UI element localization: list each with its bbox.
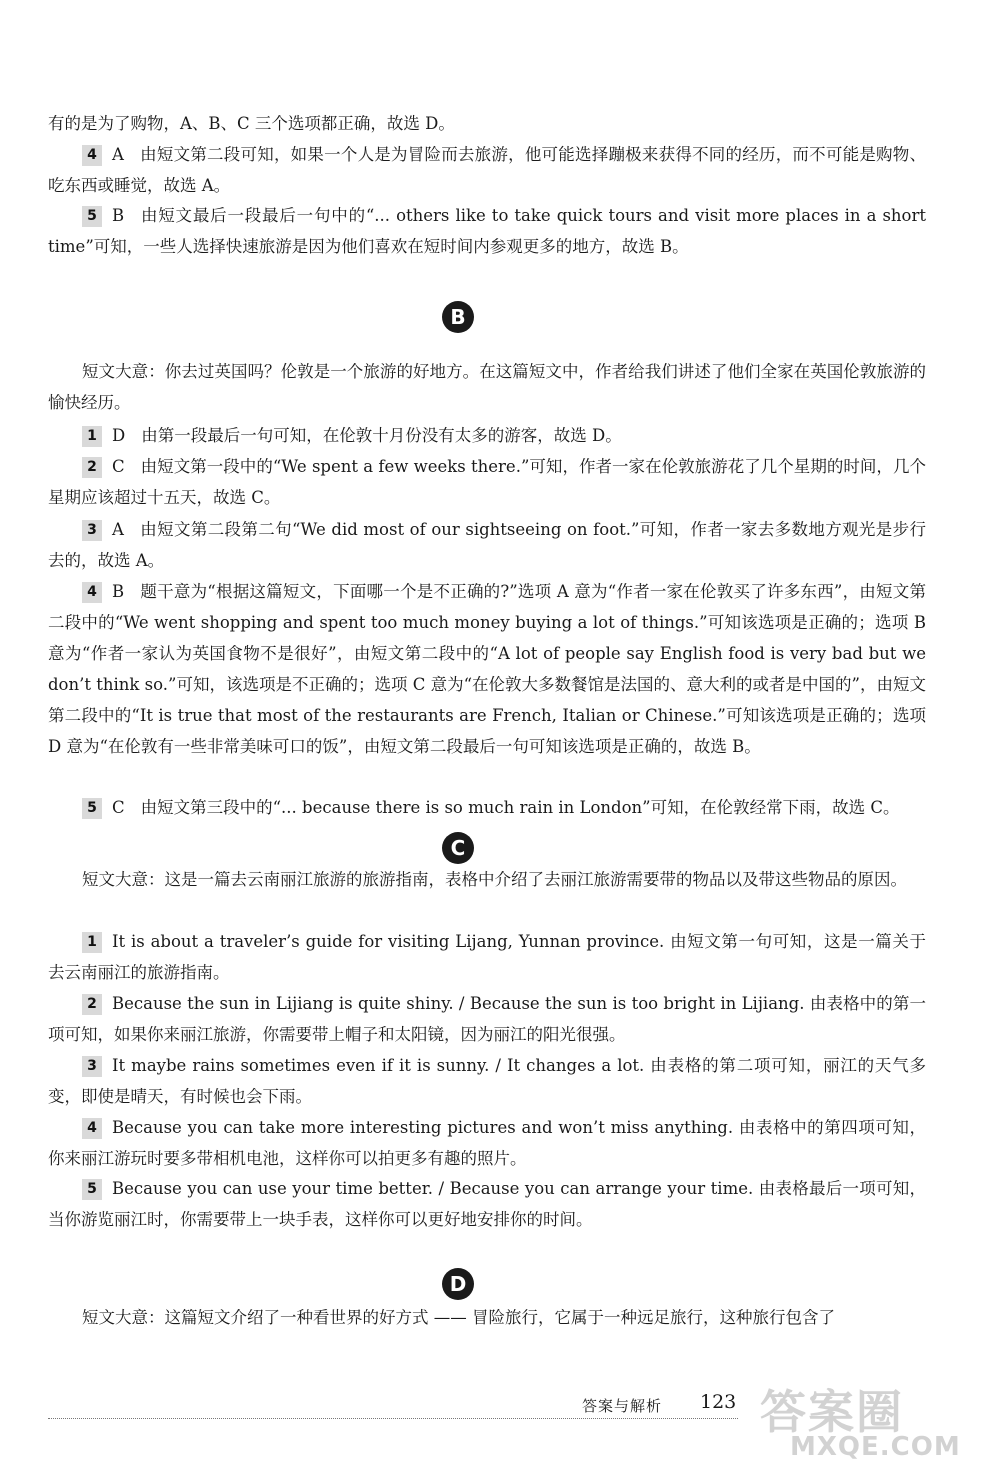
page-number: 123	[700, 1391, 737, 1413]
answer-letter: B	[112, 206, 125, 225]
answer-letter: C	[112, 798, 125, 817]
answer-letter: D	[112, 426, 126, 445]
watermark-url: MXQE.COM	[790, 1432, 961, 1462]
summary-text: 短文大意：这篇短文介绍了一种看世界的好方式 —— 冒险旅行，它属于一种远足旅行，这种旅行包含了	[82, 1308, 835, 1327]
section-badge-c: C	[442, 832, 474, 864]
summary-c	[48, 864, 926, 895]
summary-d	[48, 1302, 926, 1333]
explanation-text: 由短文第二段第二句“We did most of our sightseeing on foot.”可知，作者一家去多数地方观光是步行去的，故选 A。	[48, 520, 926, 570]
summary-b	[48, 356, 926, 418]
answer-item-c-2	[48, 988, 926, 1050]
answer-item-b-1	[48, 420, 926, 451]
answer-item-b-5	[48, 792, 926, 823]
question-number-badge: 4	[82, 1118, 102, 1139]
answer-item-a-4	[48, 139, 926, 201]
section-badge-d: D	[442, 1268, 474, 1300]
question-number-badge: 2	[82, 457, 102, 478]
answer-item-c-3	[48, 1050, 926, 1112]
explanation-text: 由短文第三段中的“... because there is so much rain in London”可知，在伦敦经常下雨，故选 C。	[140, 798, 900, 817]
footer-label: 答案与解析	[582, 1397, 663, 1415]
explanation-text: It is about a traveler’s guide for visiting Lijang, Yunnan province. 由短文第一句可知，这是一篇关于去云南丽江的旅游指南。	[48, 932, 926, 982]
answer-item-b-4	[48, 576, 926, 762]
question-number-badge: 3	[82, 1056, 102, 1077]
section-badge-b: B	[442, 301, 474, 333]
explanation-text: 题干意为“根据这篇短文，下面哪一个是不正确的?”选项 A 意为“作者一家在伦敦买了许多东西”，由短文第二段中的“We went shopping and spent too much money buying a lot of things.”可知该选项是正确的；选项 B 意为“作者一家认为英国食物不是很好”，由短文第二段中的“A lot of people say English food is very bad but we don’t think so.”可知，该选项是不正确的；选项 C 意为“在伦敦大多数餐馆是法国的、意大利的或者是中国的”，由短文第二段中的“It is true that most of the restaurants are French, Italian or Chinese.”可知该选项是正确的；选项 D 意为“在伦敦有一些非常美味可口的饭”，由短文第二段最后一句可知该选项是正确的，故选 B。	[48, 582, 926, 756]
answer-item-b-2	[48, 451, 926, 513]
explanation-text: 由第一段最后一句可知，在伦敦十月份没有太多的游客，故选 D。	[141, 426, 622, 445]
paragraph-text: 有的是为了购物，A、B、C 三个选项都正确，故选 D。	[48, 114, 455, 133]
explanation-text: Because the sun in Lijiang is quite shiny. / Because the sun is too bright in Lijiang. 由表格中的第一项可知，如果你来丽江旅游，你需要带上帽子和太阳镜，因为丽江的阳光很强。	[48, 994, 926, 1044]
question-number-badge: 4	[82, 582, 102, 603]
explanation-text: 由短文最后一段最后一句中的“... others like to take quick tours and visit more places in a short time”可知，一些人选择快速旅游是因为他们喜欢在短时间内参观更多的地方，故选 B。	[48, 206, 926, 256]
summary-text: 短文大意：你去过英国吗？伦敦是一个旅游的好地方。在这篇短文中，作者给我们讲述了他们全家在英国伦敦旅游的愉快经历。	[48, 362, 926, 412]
question-number-badge: 5	[82, 206, 102, 227]
explanation-text: 由短文第一段中的“We spent a few weeks there.”可知，作者一家在伦敦旅游花了几个星期的时间，几个星期应该超过十五天，故选 C。	[48, 457, 926, 507]
watermark-logo: 答案圈	[760, 1385, 904, 1439]
answer-item-c-5	[48, 1173, 926, 1235]
answer-letter: C	[112, 457, 125, 476]
question-number-badge: 3	[82, 520, 102, 541]
answer-item-c-1	[48, 926, 926, 988]
explanation-text: 由短文第二段可知，如果一个人是为冒险而去旅游，他可能选择蹦极来获得不同的经历，而不可能是购物、吃东西或睡觉，故选 A。	[48, 145, 926, 195]
footer-divider	[48, 1418, 738, 1419]
answer-letter: B	[112, 582, 125, 601]
question-number-badge: 5	[82, 798, 102, 819]
question-number-badge: 4	[82, 145, 102, 166]
paragraph-a-continuation	[48, 108, 926, 139]
answer-item-c-4	[48, 1112, 926, 1174]
explanation-text: Because you can take more interesting pictures and won’t miss anything. 由表格中的第四项可知，你来丽江游玩时要多带相机电池，这样你可以拍更多有趣的照片。	[48, 1118, 926, 1168]
answer-letter: A	[112, 520, 124, 539]
answer-item-b-3	[48, 514, 926, 576]
answer-letter: A	[112, 145, 124, 164]
explanation-text: It maybe rains sometimes even if it is sunny. / It changes a lot. 由表格的第二项可知，丽江的天气多变，即使是晴天，有时候也会下雨。	[48, 1056, 926, 1106]
question-number-badge: 2	[82, 994, 102, 1015]
answer-item-a-5	[48, 200, 926, 262]
summary-text: 短文大意：这是一篇去云南丽江旅游的旅游指南，表格中介绍了去丽江旅游需要带的物品以及带这些物品的原因。	[82, 870, 907, 889]
explanation-text: Because you can use your time better. / Because you can arrange your time. 由表格最后一项可知，当你游览丽江时，你需要带上一块手表，这样你可以更好地安排你的时间。	[48, 1179, 926, 1229]
question-number-badge: 1	[82, 426, 102, 447]
question-number-badge: 1	[82, 932, 102, 953]
question-number-badge: 5	[82, 1179, 102, 1200]
